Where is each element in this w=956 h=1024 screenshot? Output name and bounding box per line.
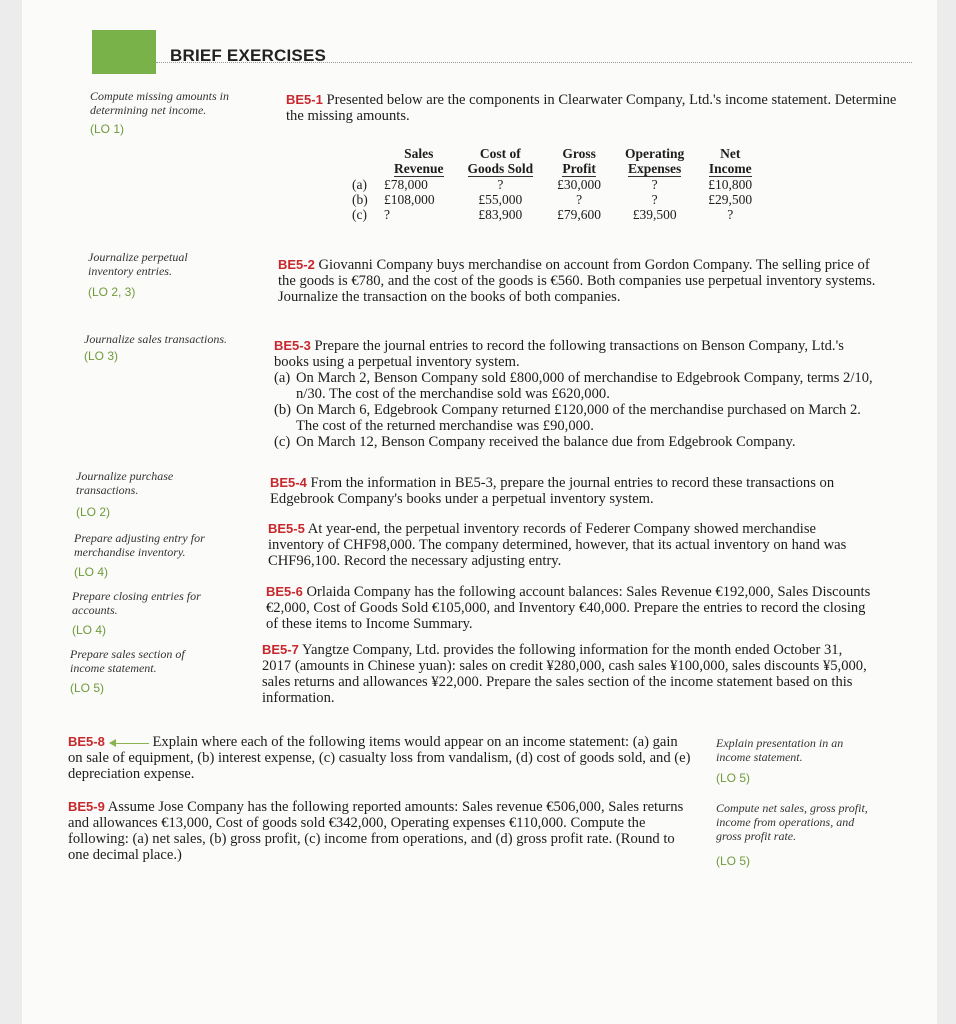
exercise-be5-8 — [68, 734, 694, 782]
table-row: (a) £78,000 ? £30,000 ? £10,800 — [352, 177, 753, 192]
exercise-code: BE5-1 — [286, 92, 323, 107]
exercise-be5-4 — [270, 475, 876, 507]
exercise-be5-7 — [262, 642, 870, 706]
lo-be5-1: (LO 1) — [90, 122, 125, 136]
lo-be5-5: (LO 4) — [74, 565, 109, 579]
exercise-be5-6 — [266, 584, 872, 632]
exercise-code: BE5-7 — [262, 642, 299, 657]
margin-note-be5-4: Journalize purchase transactions. — [76, 469, 174, 497]
col-gross-profit: Gross Profit — [562, 146, 596, 176]
exercise-text: Yangtze Company, Ltd. provides the following information for the month ended October 31, 2017 (amounts in Chinese yuan): sales on credit ¥280,000, cash sales ¥100,000, sales discounts ¥5,000, sales returns and allowances ¥22,000. Prepare the sales section of the income statement based on this information. — [262, 642, 867, 706]
list-item: (b) On March 6, Edgebrook Company returned £120,000 of the merchandise purchased on March 2. The cost of the returned merchandise was £90,000. — [274, 402, 861, 434]
margin-note-be5-2: Journalize perpetual inventory entries. — [88, 250, 188, 278]
exercise-code: BE5-9 — [68, 799, 105, 814]
margin-note-be5-8: Explain presentation in an income statement. — [716, 736, 844, 764]
exercise-code: BE5-2 — [278, 257, 315, 272]
section-header — [92, 30, 912, 70]
list-item: (a) On March 2, Benson Company sold £800,000 of merchandise to Edgebrook Company, terms 2/10, n/30. The cost of the merchandise sold was £620,000. — [274, 370, 873, 402]
arrow-left-icon — [109, 738, 149, 748]
list-item: (c) On March 12, Benson Company received the balance due from Edgebrook Company. — [274, 434, 796, 450]
exercise-be5-9 — [68, 799, 696, 863]
exercise-code: BE5-8 — [68, 734, 105, 749]
margin-note-be5-3: Journalize sales transactions. — [84, 332, 227, 346]
col-net-income: Net Income — [708, 146, 752, 176]
lo-be5-6: (LO 4) — [72, 623, 107, 637]
exercise-text: At year-end, the perpetual inventory records of Federer Company showed merchandise inventory of CHF98,000. The company determined, however, that its actual inventory on hand was CHF96,100. Record the necessary adjusting entry. — [268, 521, 847, 569]
exercise-code: BE5-4 — [270, 475, 307, 490]
margin-note-be5-6: Prepare closing entries for accounts. — [72, 589, 201, 617]
exercise-text: Explain where each of the following items would appear on an income statement: (a) gain on sale of equipment, (b) interest expense, (c) casualty loss from vandalism, (d) cost of goods sold, and (e) depreciation expense. — [68, 734, 691, 782]
table-row: (b) £108,000 £55,000 ? ? £29,500 — [352, 192, 753, 207]
exercise-be5-2 — [278, 257, 882, 305]
table-row: (c) ? £83,900 £79,600 £39,500 ? — [352, 207, 734, 222]
lo-be5-8: (LO 5) — [716, 771, 751, 785]
be5-1-table — [352, 146, 764, 222]
col-sales-revenue: Sales Revenue — [394, 146, 444, 176]
margin-note-be5-7: Prepare sales section of income statement. — [70, 647, 185, 675]
lo-be5-4: (LO 2) — [76, 505, 111, 519]
exercise-text: Giovanni Company buys merchandise on account from Gordon Company. The selling price of the goods is €780, and the cost of the goods is €560. Both companies use perpetual inventory systems. Journalize the transaction on the books of both companies. — [278, 257, 876, 305]
exercise-text: Orlaida Company has the following account balances: Sales Revenue €192,000, Sales Discounts €2,000, Cost of Goods Sold €105,000, and Inventory €40,000. Prepare the entries to record the closing of these items to Income Summary. — [266, 584, 871, 632]
section-title: BRIEF EXERCISES — [170, 46, 327, 65]
lo-be5-9: (LO 5) — [716, 854, 751, 868]
exercise-code: BE5-6 — [266, 584, 303, 599]
exercise-text: Prepare the journal entries to record the following transactions on Benson Company, Ltd.'s books using a perpetual inventory system. — [274, 338, 844, 370]
exercise-text: Presented below are the components in Clearwater Company, Ltd.'s income statement. Determine the missing amounts. — [286, 92, 897, 124]
col-cost-of-goods-sold: Cost of Goods Sold — [467, 146, 534, 176]
lo-be5-7: (LO 5) — [70, 681, 105, 695]
exercise-code: BE5-5 — [268, 521, 305, 536]
exercise-code: BE5-3 — [274, 338, 311, 353]
exercise-be5-3 — [274, 338, 880, 450]
col-operating-expenses: Operating Expenses — [625, 146, 685, 176]
margin-note-be5-5: Prepare adjusting entry for merchandise inventory. — [74, 531, 205, 559]
exercise-text: Assume Jose Company has the following reported amounts: Sales revenue €506,000, Sales returns and allowances €13,000, Cost of goods sold €342,000, Operating expenses €110,000. Compute the following: (a) net sales, (b) gross profit, (c) income from operations, and (d) gross profit rate. (Round to one decimal place.) — [68, 799, 684, 863]
margin-note-be5-1: Compute missing amounts in determining net income. — [90, 89, 230, 117]
section-marker — [92, 30, 156, 74]
table-header-row — [352, 146, 764, 177]
lo-be5-3: (LO 3) — [84, 349, 119, 363]
margin-note-be5-9: Compute net sales, gross profit, income from operations, and gross profit rate. — [716, 801, 868, 843]
textbook-page — [22, 0, 937, 1024]
exercise-be5-1 — [286, 92, 906, 124]
header-divider — [156, 62, 912, 63]
lo-be5-2: (LO 2, 3) — [88, 285, 136, 299]
exercise-be5-5 — [268, 521, 874, 569]
exercise-text: From the information in BE5-3, prepare the journal entries to record these transactions on Edgebrook Company's books under a perpetual inventory system. — [270, 475, 835, 507]
